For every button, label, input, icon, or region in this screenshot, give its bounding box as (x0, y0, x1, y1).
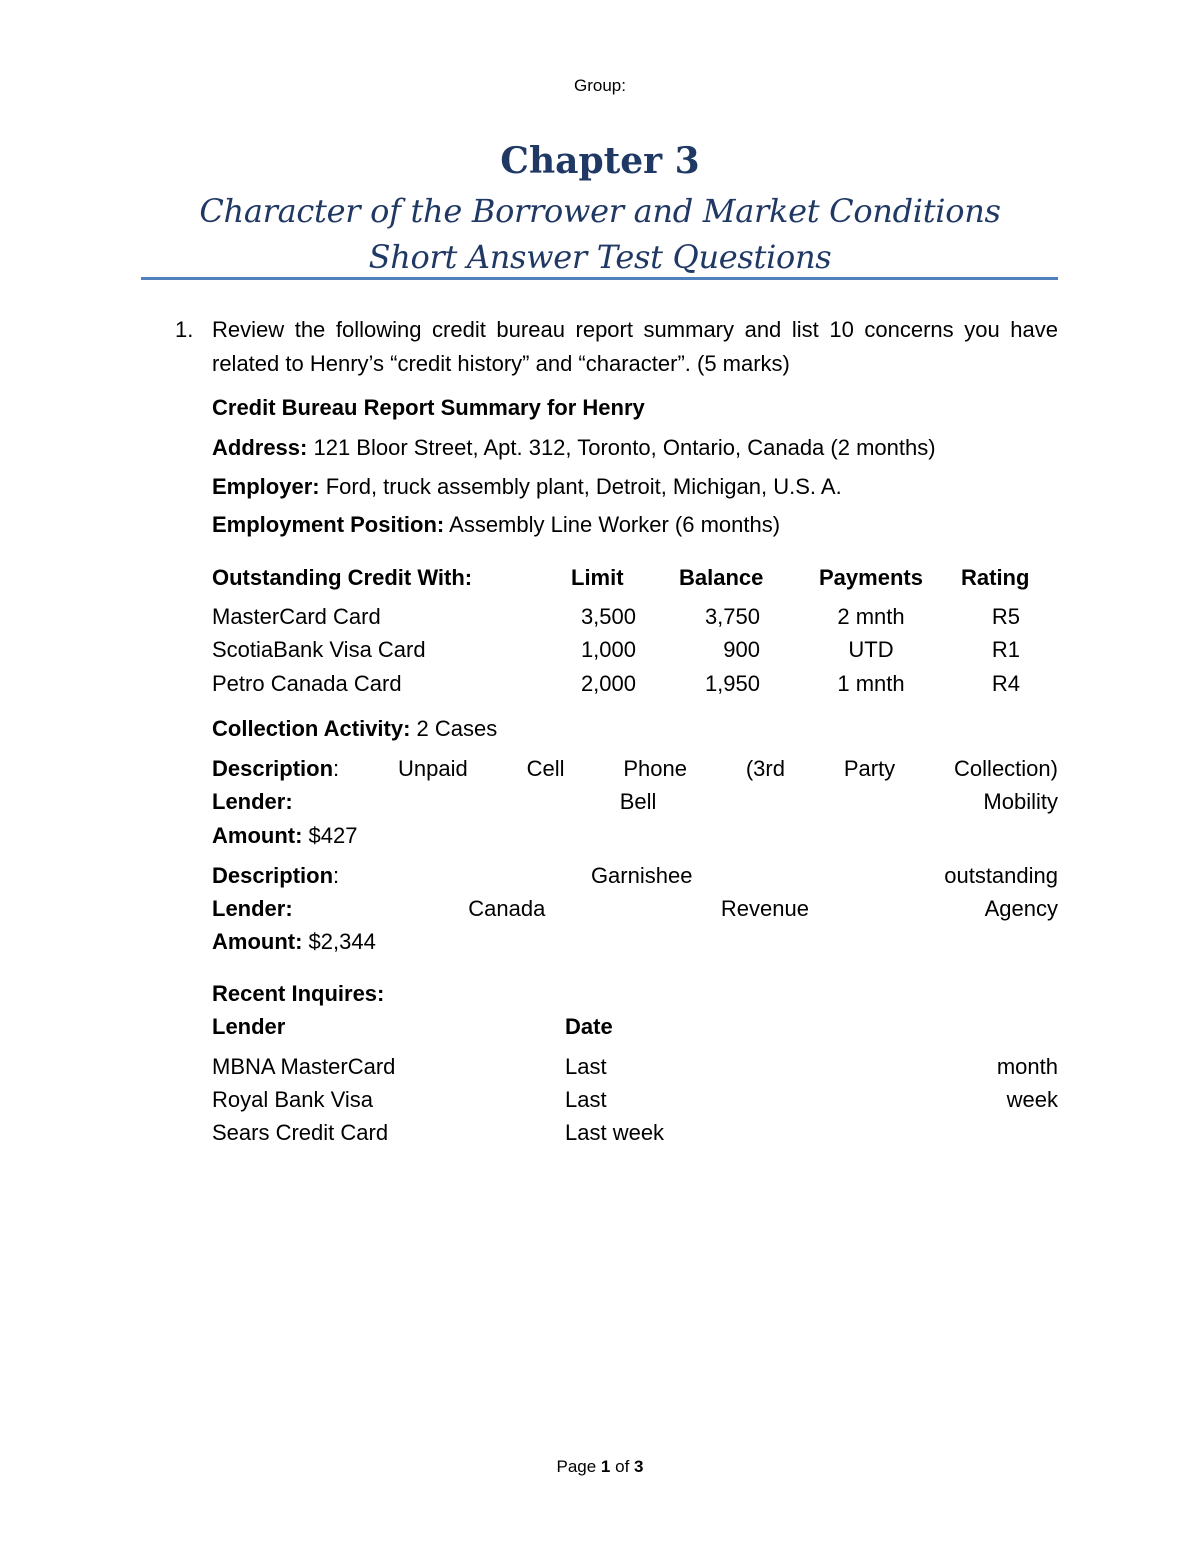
case1-description-colon: : (333, 756, 340, 781)
credit-balance: 900 (723, 637, 760, 662)
footer-page-total: 3 (634, 1457, 644, 1476)
case2-description-line (212, 859, 1058, 893)
credit-creditor: Petro Canada Card (212, 671, 402, 696)
case1-description-word: Phone (623, 756, 687, 781)
inquiries-col-date: Date (565, 1014, 613, 1039)
case1-description-label: Description (212, 756, 334, 781)
case2-amount-line (212, 925, 376, 959)
collection-value: 2 Cases (410, 716, 498, 741)
credit-limit: 2,000 (580, 671, 636, 696)
case2-lender-word: Agency (984, 896, 1058, 921)
credit-rating: R1 (991, 637, 1020, 662)
case1-lender-label: Lender: (212, 789, 293, 814)
position-line (212, 508, 780, 542)
credit-header-balance: Balance (679, 565, 764, 590)
address-label: Address: (212, 435, 308, 460)
position-value: Assembly Line Worker (6 months) (444, 512, 781, 537)
chapter-subtitle-line2: Short Answer Test Questions (368, 238, 832, 276)
credit-table-header (0, 561, 1200, 595)
case1-amount-line (212, 819, 357, 853)
table-row (0, 633, 1200, 667)
collection-activity (212, 712, 497, 746)
collection-label: Collection Activity: (212, 716, 411, 741)
case1-lender-word: Bell (619, 789, 657, 814)
inquiry-date: Last (565, 1087, 607, 1112)
credit-rating: R4 (991, 671, 1020, 696)
credit-header-rating: Rating (961, 565, 1030, 590)
case2-amount-value: $2,344 (302, 929, 376, 954)
address-line (212, 431, 936, 465)
case1-amount-label: Amount: (212, 823, 303, 848)
employer-value: Ford, truck assembly plant, Detroit, Michigan, U.S. A. (319, 474, 842, 499)
position-label: Employment Position: (212, 512, 445, 537)
employer-label: Employer: (212, 474, 320, 499)
credit-balance: 1,950 (704, 671, 760, 696)
chapter-subtitle-line1: Character of the Borrower and Market Conditions (199, 192, 1001, 230)
inquiries-col-lender: Lender (212, 1014, 286, 1039)
list-item (0, 1116, 1200, 1150)
inquiries-heading: Recent Inquires: (212, 981, 385, 1006)
table-row (0, 667, 1200, 701)
footer-page-number: 1 (600, 1457, 611, 1476)
report-heading: Credit Bureau Report Summary for Henry (212, 395, 645, 420)
employer-line (212, 470, 842, 504)
credit-creditor: MasterCard Card (212, 604, 381, 629)
inquiry-lender: Sears Credit Card (212, 1120, 389, 1145)
credit-rating: R5 (991, 604, 1020, 629)
case1-description-first (212, 752, 339, 786)
case1-description-word: Collection) (954, 756, 1058, 781)
credit-header-payments: Payments (819, 565, 923, 590)
chapter-title: Chapter 3 (500, 140, 700, 182)
case2-lender-word: Canada (468, 896, 546, 921)
inquiry-date: Last (565, 1054, 607, 1079)
case1-description-line (212, 752, 1058, 786)
table-row (0, 600, 1200, 634)
case2-description-colon: : (333, 863, 340, 888)
credit-header-creditor: Outstanding Credit With: (212, 565, 473, 590)
case1-amount-value: $427 (302, 823, 358, 848)
question-text: Review the following credit bureau report summary and list 10 concerns you have related to Henry’s “credit history” and “character”. (5 marks) (212, 317, 1058, 376)
question-number: 1. (175, 317, 194, 342)
case2-amount-label: Amount: (212, 929, 303, 954)
credit-payments: 2 mnth (837, 604, 905, 629)
page-footer (0, 1457, 1200, 1477)
case1-description-word: Unpaid (398, 756, 468, 781)
page-header: Group: (574, 76, 626, 95)
case1-description-word: (3rd (745, 756, 785, 781)
credit-balance: 3,750 (704, 604, 760, 629)
case2-description-word: outstanding (944, 863, 1058, 888)
case2-description-first (212, 859, 339, 893)
credit-payments: UTD (848, 637, 894, 662)
address-value: 121 Bloor Street, Apt. 312, Toronto, Ontario, Canada (2 months) (307, 435, 936, 460)
case1-lender-word: Mobility (983, 789, 1058, 814)
case1-description-word: Cell (526, 756, 565, 781)
case2-lender-label: Lender: (212, 896, 293, 921)
credit-limit: 3,500 (580, 604, 636, 629)
footer-of-word: of (615, 1457, 630, 1476)
case1-description-word: Party (843, 756, 896, 781)
credit-payments: 1 mnth (837, 671, 905, 696)
list-item (0, 1083, 1200, 1117)
case2-description-word: Garnishee (590, 863, 693, 888)
credit-creditor: ScotiaBank Visa Card (212, 637, 426, 662)
inquiry-date-tail: month (996, 1054, 1058, 1079)
credit-limit: 1,000 (580, 637, 636, 662)
inquiry-date: Last week (565, 1120, 665, 1145)
inquiry-lender: MBNA MasterCard (212, 1054, 396, 1079)
case2-description-label: Description (212, 863, 334, 888)
case2-lender-line (212, 892, 1058, 926)
inquiry-lender: Royal Bank Visa (212, 1087, 374, 1112)
title-divider (141, 277, 1058, 280)
list-item (0, 1050, 1200, 1084)
inquiry-date-tail: week (1006, 1087, 1058, 1112)
case2-lender-word: Revenue (720, 896, 809, 921)
footer-page-word: Page (556, 1457, 597, 1476)
case1-lender-line (212, 785, 1058, 819)
credit-header-limit: Limit (571, 565, 624, 590)
